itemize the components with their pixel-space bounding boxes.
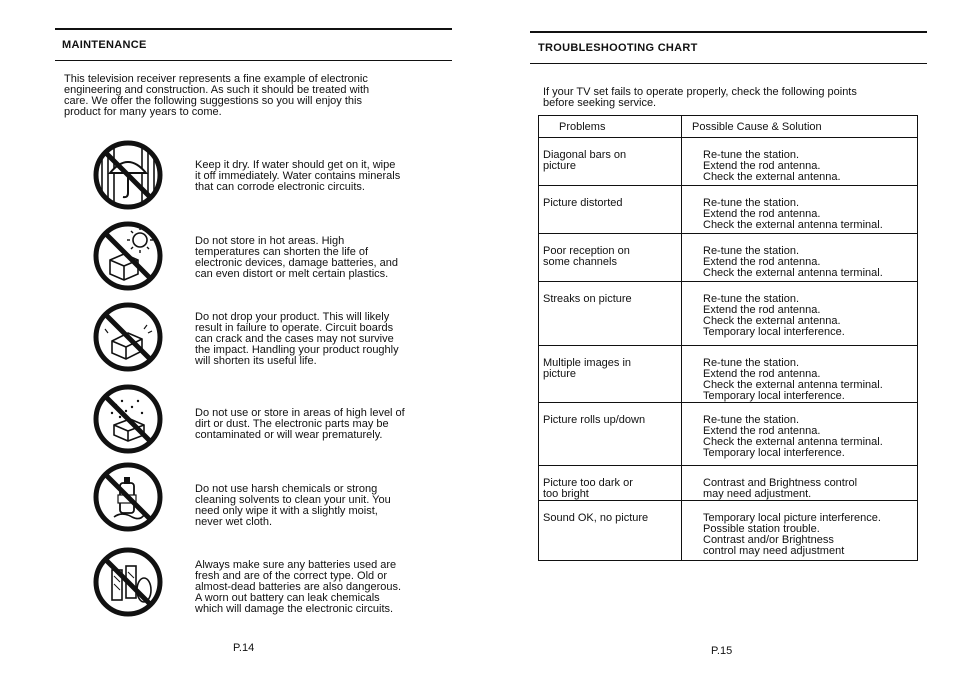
table-row bbox=[539, 346, 918, 403]
table-row bbox=[539, 234, 918, 282]
tip-text: Do not drop your product. This will likely result in failure to operate. Circuit boards can crack and the cases may not survive the impact. Handling your product roughly will shorten its useful life. bbox=[195, 311, 399, 367]
solution-cell: Re-tune the station. Extend the rod antenna. Check the external antenna. bbox=[682, 138, 918, 186]
solution-cell: Re-tune the station. Extend the rod antenna. Check the external antenna terminal. Temporary local interference. bbox=[682, 403, 918, 466]
no-chemicals-icon bbox=[92, 461, 164, 533]
tip-text: Do not use or store in areas of high level of dirt or dust. The electronic parts may be contaminated or will wear prematurely. bbox=[195, 407, 405, 441]
maintenance-header: MAINTENANCE bbox=[55, 28, 452, 61]
tip-text: Do not store in hot areas. High temperatures can shorten the life of electronic devices, damage batteries, and can even distort or melt certain plastics. bbox=[195, 235, 399, 280]
solution-cell: Re-tune the station. Extend the rod antenna. Check the external antenna terminal. Temporary local interference. bbox=[682, 346, 918, 403]
table-row bbox=[539, 186, 918, 234]
table-header-row bbox=[539, 116, 918, 138]
solution-cell: Temporary local picture interference. Possible station trouble. Contrast and/or Brightness control may need adjustment bbox=[682, 501, 918, 561]
table-row bbox=[539, 282, 918, 346]
no-heat-sun-icon bbox=[92, 220, 164, 292]
table-row bbox=[539, 403, 918, 466]
no-dust-icon bbox=[92, 383, 164, 455]
problem-cell: Diagonal bars on picture bbox=[539, 138, 682, 186]
troubleshooting-table bbox=[538, 115, 918, 561]
problem-cell: Sound OK, no picture bbox=[539, 501, 682, 561]
solution-cell: Re-tune the station. Extend the rod antenna. Check the external antenna terminal. bbox=[682, 234, 918, 282]
header-problems: Problems bbox=[539, 116, 682, 138]
no-drop-icon bbox=[92, 301, 164, 373]
solution-cell: Re-tune the station. Extend the rod antenna. Check the external antenna terminal. bbox=[682, 186, 918, 234]
table-row bbox=[539, 501, 918, 561]
problem-cell: Picture distorted bbox=[539, 186, 682, 234]
tip-text: Always make sure any batteries used are fresh and are of the correct type. Old or almost-dead batteries are also dangerous. A worn out battery can leak chemicals which will damage the electronic circuits. bbox=[195, 559, 402, 615]
problem-cell: Picture too dark or too bright bbox=[539, 466, 682, 501]
problem-cell: Streaks on picture bbox=[539, 282, 682, 346]
right-page bbox=[477, 0, 954, 675]
solution-cell: Contrast and Brightness control may need adjustment. bbox=[682, 466, 918, 501]
problem-cell: Picture rolls up/down bbox=[539, 403, 682, 466]
problem-cell: Poor reception on some channels bbox=[539, 234, 682, 282]
tip-text: Keep it dry. If water should get on it, wipe it off immediately. Water contains minerals that can corrode electronic circuits. bbox=[195, 159, 401, 193]
solution-cell: Re-tune the station. Extend the rod antenna. Check the external antenna. Temporary local interference. bbox=[682, 282, 918, 346]
no-old-batteries-icon bbox=[92, 546, 164, 618]
troubleshooting-header: TROUBLESHOOTING CHART bbox=[530, 31, 927, 64]
page-number: P.15 bbox=[711, 645, 733, 657]
maintenance-intro: This television receiver represents a fine example of electronic engineering and construction. As such it should be treated with care. We offer the following suggestions so you will enjoy this product for many years to come. bbox=[64, 73, 370, 118]
problem-cell: Multiple images in picture bbox=[539, 346, 682, 403]
table-row bbox=[539, 466, 918, 501]
page-number: P.14 bbox=[233, 642, 255, 654]
tip-text: Do not use harsh chemicals or strong cleaning solvents to clean your unit. You need only wipe it with a slightly moist, never wet cloth. bbox=[195, 483, 391, 528]
header-solution: Possible Cause & Solution bbox=[682, 116, 918, 138]
troubleshooting-intro: If your TV set fails to operate properly, check the following points before seeking service. bbox=[543, 86, 857, 109]
table-row bbox=[539, 138, 918, 186]
no-water-umbrella-icon bbox=[92, 139, 164, 211]
